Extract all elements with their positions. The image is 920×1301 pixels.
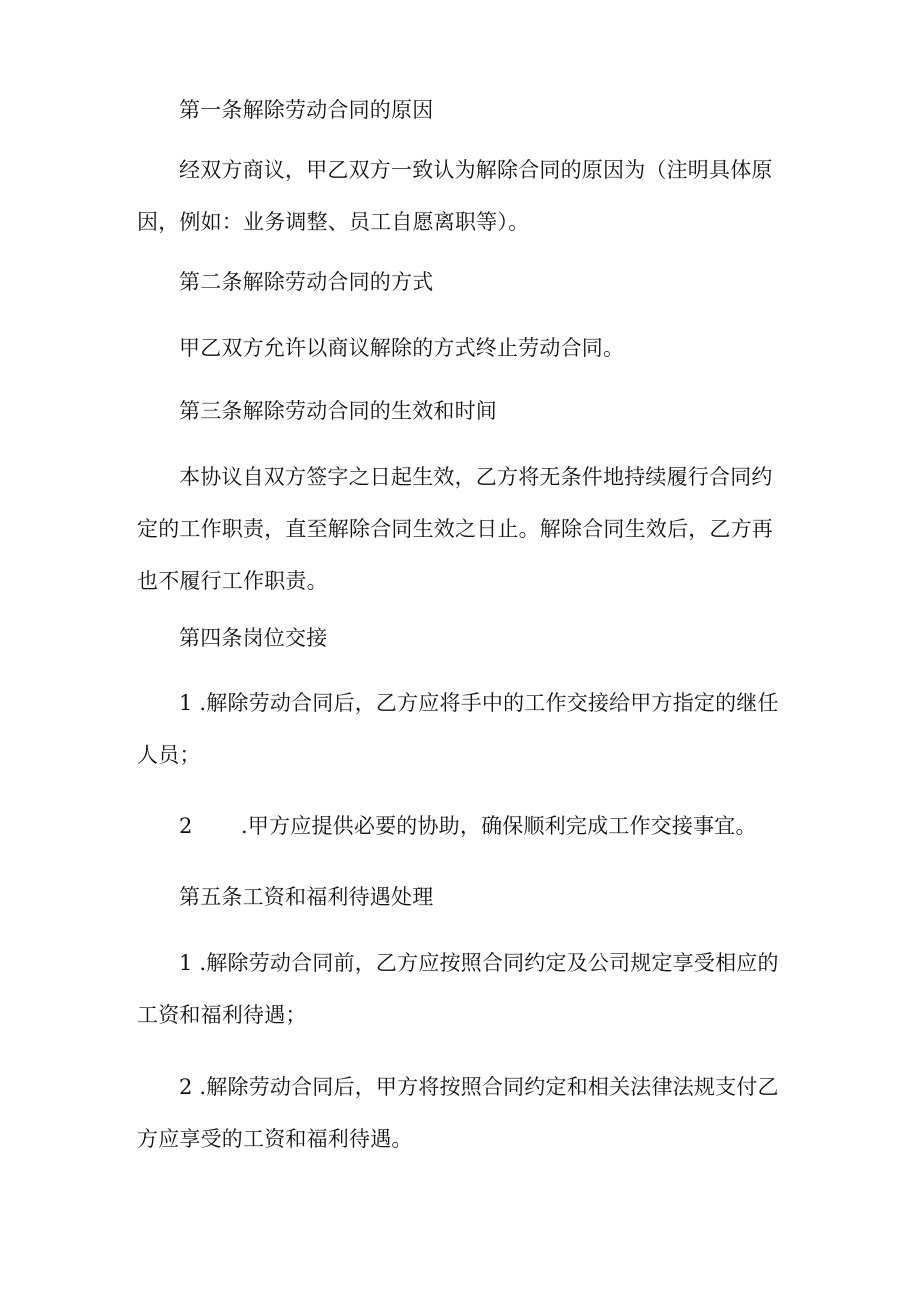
article-4-item-2 xyxy=(137,800,787,852)
article-5-heading: 第五条工资和福利待遇处理 xyxy=(179,885,434,909)
article-2-heading: 第二条解除劳动合同的方式 xyxy=(179,270,434,294)
article-5-item-2: 2 .解除劳动合同后，甲方将按照合同约定和相关法律法规支付乙方应享受的工资和福利待遇。 xyxy=(137,1075,779,1151)
article-3-body: 本协议自双方签字之日起生效，乙方将无条件地持续履行合同约定的工作职责，直至解除合同生效之日止。解除合同生效后，乙方再也不履行工作职责。 xyxy=(137,465,773,593)
article-1-body: 经双方商议，甲乙双方一致认为解除合同的原因为（注明具体原因，例如：业务调整、员工自愿离职等）。 xyxy=(137,158,773,234)
article-3-heading: 第三条解除劳动合同的生效和时间 xyxy=(179,399,497,423)
article-2-body: 甲乙双方允许以商议解除的方式终止劳动合同。 xyxy=(179,336,625,360)
article-4-item-2-text: .甲方应提供必要的协助，确保顺利完成工作交接事宜。 xyxy=(241,814,757,838)
article-4-item-2-number: 2 xyxy=(179,814,193,838)
article-1-heading: 第一条解除劳动合同的原因 xyxy=(179,98,434,122)
article-5-item-1: 1 .解除劳动合同前，乙方应按照合同约定及公司规定享受相应的工资和福利待遇； xyxy=(137,951,779,1027)
article-4-heading: 第四条岗位交接 xyxy=(179,626,328,650)
article-4-item-1: 1 .解除劳动合同后，乙方应将手中的工作交接给甲方指定的继任人员； xyxy=(137,691,779,767)
